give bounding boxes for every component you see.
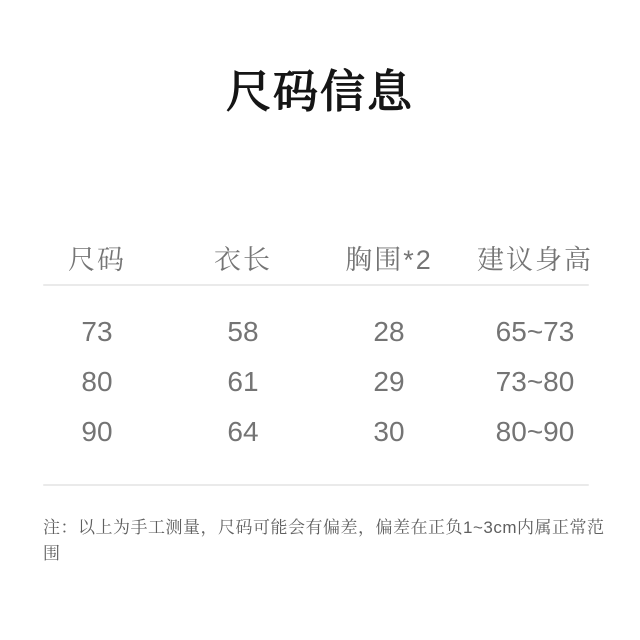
cell-garment-length: 58: [227, 316, 259, 347]
cell-recommended-height: 73~80: [495, 366, 575, 397]
table-row: [24, 357, 608, 407]
column-header-garment-length: 衣长: [214, 245, 272, 275]
column-header-size: 尺码: [68, 245, 126, 275]
page-title: 尺码信息: [225, 66, 414, 117]
cell-garment-length: 64: [227, 416, 259, 447]
cell-chest: 28: [373, 316, 405, 347]
column-header-recommended-height: 建议身高: [477, 245, 593, 275]
cell-chest: 29: [373, 366, 405, 397]
cell-recommended-height: 65~73: [495, 316, 575, 347]
table-header-row: [24, 240, 608, 280]
column-header-chest: 胸围*2: [345, 245, 433, 275]
table-row: [24, 407, 608, 457]
cell-recommended-height: 80~90: [495, 416, 575, 447]
size-table: [24, 240, 608, 486]
cell-garment-length: 61: [227, 366, 259, 397]
cell-size: 73: [81, 316, 113, 347]
table-body: [24, 286, 608, 457]
cell-size: 80: [81, 366, 113, 397]
cell-chest: 30: [373, 416, 405, 447]
measurement-note: 注：以上为手工测量，尺码可能会有偏差，偏差在正负1~3cm内属正常范围: [43, 518, 605, 563]
table-bottom-divider: [43, 484, 589, 486]
table-row: [24, 307, 608, 357]
cell-size: 90: [81, 416, 113, 447]
